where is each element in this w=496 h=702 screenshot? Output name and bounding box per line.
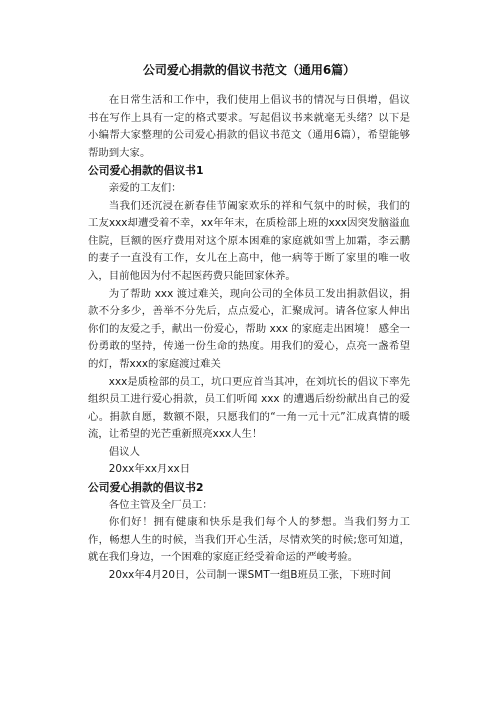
intro-paragraph: 在日常生活和工作中，我们使用上倡议书的情况与日俱增，倡议书在写作上具有一定的格式要求。写起倡议书来就毫无头绪？以下是小编帮大家整理的公司爱心捐款的倡议书范文（通用6篇），希望能够帮助到大家。 [88,94,410,159]
signature: 倡议人 [108,445,140,458]
body-paragraph: 20xx年4月20日，公司制一课SMT一组B班员工张，下班时间 [108,569,391,582]
salutation: 各位主管及全厂员工： [108,498,213,511]
section-1 [88,162,410,479]
body-paragraph: 当我们还沉浸在新春佳节阖家欢乐的祥和气氛中的时候，我们的工友xxx却遭受着不幸，xx年年末，在质检部上班的xxx因突发脑溢血住院，巨额的医疗费用对这个原本困难的家庭就如雪上加霜，李云鹏的妻子一直没有工作，女儿在上高中，他一病等于断了家里的唯一收入，目前他因为付不起医药费只能回家休养。 [88,199,410,282]
body-paragraph: 你们好！拥有健康和快乐是我们每个人的梦想。当我们努力工作，畅想人生的时候，当我们开心生活，尽情欢笑的时候;您可知道，就在我们身边，一个困难的家庭正经受着命运的严峻考验。 [88,516,410,564]
salutation: 亲爱的工友们： [108,181,182,194]
section-2 [88,479,410,585]
body-paragraph: xxx是质检部的员工，坑口更应首当其冲，在刘坑长的倡议下率先组织员工进行爱心捐款，员工们听闻 xxx 的遭遇后纷纷献出自己的爱心。捐款自愿，数额不限，只愿我们的“一角一元十元”汇成真情的暖流，让希望的光芒重新照亮xxx人生！ [88,375,410,441]
section-heading: 公司爱心捐款的倡议书2 [88,481,204,495]
document-title: 公司爱心捐款的倡议书范文（通用6篇） [142,63,356,77]
date-line: 20xx年xx月xx日 [108,463,191,476]
body-paragraph: 为了帮助 xxx 渡过难关，现向公司的全体员工发出捐款倡议，捐款不分多少，善举不分先后，点点爱心，汇聚成河。请各位家人伸出你们的友爱之手，献出一份爱心，帮助 xxx 的家庭走出困境！ 感全一份勇敢的坚持，传递一份生命的热度。用我们的爱心，点亮一盏希望的灯，帮xxx的家庭渡过难关 [88,287,410,370]
section-heading: 公司爱心捐款的倡议书1 [88,164,204,178]
document-page [88,62,410,585]
